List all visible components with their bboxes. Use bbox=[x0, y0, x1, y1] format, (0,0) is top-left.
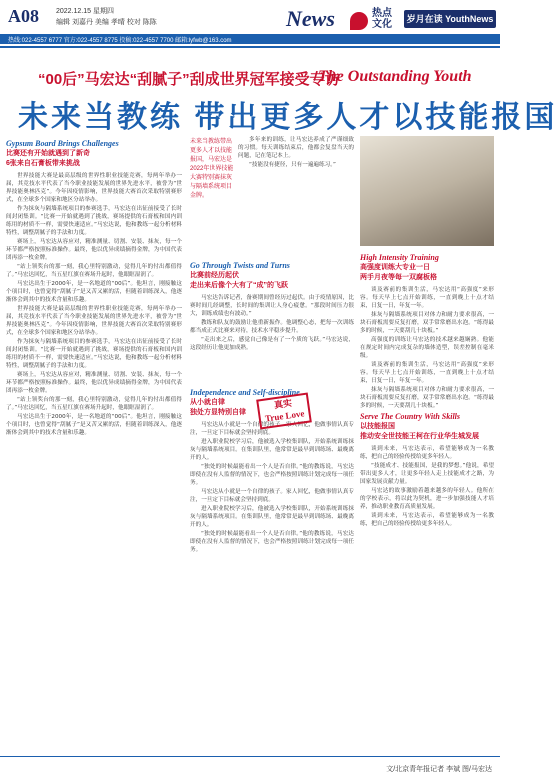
paragraph: 进入职业院校学习后，他被选入学校集训队，开始系统训练抹灰与隔墙系统项目。在集训队里，他常常是最早到训练场、最晚离开的人。 bbox=[190, 439, 354, 461]
paragraph: “独处的时候最能看出一个人是否自律。”他的教练说，马宏达即使在没有人监督的情况下，也会严格按照训练计划完成每一项任务。 bbox=[190, 464, 354, 486]
section-subheading-1: 从小就自律 bbox=[190, 399, 225, 406]
article-column-middle bbox=[190, 260, 354, 750]
page-footer bbox=[0, 756, 500, 780]
paragraph: 谈到未来，马宏达表示，希望能够成为一名教练，把自己的经验传授给更多年轻人。 bbox=[360, 446, 494, 460]
section-heading-en: Independence and Self-discipline bbox=[190, 388, 300, 397]
footer-credit: 文/北京青年报记者 李斌 图/马宏达 bbox=[386, 766, 492, 773]
date-line: 2022.12.15 星期四 bbox=[56, 8, 114, 15]
photo-portrait bbox=[360, 136, 494, 246]
paragraph: “技能成才、技能报国，是我的梦想。”他说，希望带出更多人才，让更多年轻人走上技能成才之路，为国家发展贡献力量。 bbox=[360, 463, 494, 485]
brand-news: News bbox=[286, 6, 335, 31]
header-meta bbox=[56, 6, 157, 28]
section-subheading-2: 走出来后像个大有了“成”的飞跃 bbox=[190, 282, 288, 289]
true-love-stamp: 真实 True Love bbox=[256, 393, 312, 430]
paragraph: 马宏达从小就是一个自律的孩子。家人回忆，他做事情认真专注，一旦定下目标就会坚持到底。 bbox=[190, 489, 354, 503]
section-heading-cn bbox=[360, 263, 494, 283]
brand-logo: 岁月在读 YouthNews bbox=[404, 10, 496, 28]
section-heading-en: Serve The Country With Skills bbox=[360, 412, 461, 421]
section-heading-cn bbox=[190, 271, 354, 291]
header-divider bbox=[0, 46, 500, 48]
paragraph: 抹灰与隔墙系统项目对体力和耐力要求很高，一块石膏板需要反复打磨，双手常常磨出水泡。“练得最多的时候，一天要刮几十块板。” bbox=[360, 387, 494, 409]
section-subheading-2: 推动安全世技能王柯在行业华生城发展 bbox=[360, 433, 479, 440]
section-subheading-1: 比赛前经历起伏 bbox=[190, 272, 239, 279]
paragraph: “站上领奖台的那一刻，我心里特别激动，觉得几年的付出都值得了。”马宏达回忆，当五星红旗在赛场升起时，他眼眶湿润了。 bbox=[6, 264, 182, 278]
article-column-right bbox=[360, 252, 494, 752]
brand-block bbox=[286, 6, 496, 36]
paragraph: 赛场上，马宏达从容应对，精准测量、切割、安装、抹灰，每一个环节都严格按照标准操作。最终，他以优异成绩摘得金牌，为中国代表团再添一枚金牌。 bbox=[6, 372, 182, 394]
paragraph: 赛场上，马宏达从容应对，精准测量、切割、安装、抹灰，每一个环节都严格按照标准操作。最终，他以优异成绩摘得金牌，为中国代表团再添一枚金牌。 bbox=[6, 239, 182, 261]
sidebar-quote-text: 未来当教练带出更多人才以技能报国，马宏达是2022年世界技能大赛特别赛抹灰与隔墙系统项目金牌。 bbox=[190, 139, 234, 199]
page-number: A08 bbox=[8, 6, 39, 26]
flame-icon bbox=[350, 12, 368, 30]
paragraph: 世界技能大赛是最高层级的世界性职业技能竞赛，每两年举办一届，其竞技水平代表了当今职业技能发展的世界先进水平，被誉为“世界技能奥林匹克”。今年因疫情影响，世界技能大赛首次采取特别赛形式，在全球多个国家和地区分站举办。 bbox=[6, 306, 182, 336]
paragraph: 马宏达告诉记者，备赛期间曾经历过起伏。由于疫情原因，比赛时间几经调整，长时间的集训让人身心疲惫。“那段时间压力很大，训练成绩也有波动。” bbox=[190, 295, 354, 317]
section-heading-cn bbox=[360, 422, 494, 442]
stamp-spacer bbox=[190, 353, 354, 387]
section-subheading-1: 以技能报国 bbox=[360, 423, 395, 430]
brand-section-label: 热点 文化 bbox=[372, 8, 392, 30]
headline-english: The Outstanding Youth bbox=[318, 68, 472, 85]
paragraph: 谈到未来，马宏达表示，希望能够成为一名教练，把自己的经验传授给更多年轻人。 bbox=[360, 513, 494, 527]
headline-kicker: “00后”马宏达“刮腻子”刮成世界冠军接受专访 bbox=[38, 71, 340, 88]
paragraph: 作为抹灰与隔墙系统项目的参赛选手，马宏达在出征前接受了长时间封闭集训。“比赛一开始就遇到了挑战，赛场提供的石膏板和国内训练用的材质不一样，需要快速适应。”马宏达说，他和教练一起分析材料特性，调整刮腻子的手法和力度。 bbox=[6, 206, 182, 236]
section-heading-en: High Intensity Training bbox=[360, 253, 439, 262]
headline-block bbox=[0, 62, 557, 134]
section-heading-cn bbox=[6, 149, 182, 169]
section-subheading-1: 高强度训练大专业一日 bbox=[360, 264, 430, 271]
paragraph: 谈及赛前的集训生活，马宏达用“高强度”来形容。每天早上七点开始训练，一直到晚上十点才结束，日复一日，年复一年。 bbox=[360, 287, 494, 309]
paragraph: 谈及赛前的集训生活，马宏达用“高强度”来形容。每天早上七点开始训练，一直到晚上十点才结束，日复一日，年复一年。 bbox=[360, 362, 494, 384]
section-subheading-2: 独处方显特别自律 bbox=[190, 409, 246, 416]
sidebar-quote bbox=[190, 138, 234, 256]
section-subheading-2: 两手月夜等每一双腐板格 bbox=[360, 274, 437, 281]
paragraph: 作为抹灰与隔墙系统项目的参赛选手，马宏达在出征前接受了长时间封闭集训。“比赛一开始就遇到了挑战，赛场提供的石膏板和国内训练用的材质不一样，需要快速适应。”马宏达说，他和教练一起分析材料特性，调整刮腻子的手法和力度。 bbox=[6, 339, 182, 369]
paragraph: 马宏达出生于2000年，是一名地道的“00后”。他坦言，刚接触这个项目时，也曾觉得“刮腻子”是又苦又累的活，但随着训练深入，他逐渐体会到其中的技术含量和乐趣。 bbox=[6, 281, 182, 303]
paragraph: “走出来之后，感觉自己像是有了一个质的飞跃。”马宏达说，这段经历让他更加成熟。 bbox=[190, 337, 354, 351]
paragraph: 马宏达的故事激励着越来越多的年轻人。他所在的学校表示，将以此为契机，进一步加强技能人才培养，推动职业教育高质量发展。 bbox=[360, 488, 494, 510]
article-column-mid-top bbox=[238, 136, 354, 246]
headline-main: 未来当教练 带出更多人才以技能报国 bbox=[18, 101, 557, 134]
footer-rule bbox=[0, 756, 500, 757]
paragraph: 世界技能大赛是最高层级的世界性职业技能竞赛，每两年举办一届，其竞技水平代表了当今职业技能发展的世界先进水平，被誉为“世界技能奥林匹克”。今年因疫情影响，世界技能大赛首次采取特别赛形式，在全球多个国家和地区分站举办。 bbox=[6, 173, 182, 203]
paragraph: 马宏达出生于2000年，是一名地道的“00后”。他坦言，刚接触这个项目时，也曾觉得“刮腻子”是又苦又累的活，但随着训练深入，他逐渐体会到其中的技术含量和乐趣。 bbox=[6, 414, 182, 436]
paragraph: 高强度的训练让马宏达的技术越来越娴熟。他能在规定时间内完成复杂的墙体造型，误差控制在毫米级。 bbox=[360, 337, 494, 359]
paragraph: “站上领奖台的那一刻，我心里特别激动，觉得几年的付出都值得了。”马宏达回忆，当五星红旗在赛场升起时，他眼眶湿润了。 bbox=[6, 397, 182, 411]
paragraph: 教练和队友的鼓励让他重新振作。他调整心态，把每一次训练都当成正式比赛来对待，技术水平稳步提升。 bbox=[190, 320, 354, 334]
paragraph: 抹灰与隔墙系统项目对体力和耐力要求很高，一块石膏板需要反复打磨，双手常常磨出水泡。“练得最多的时候，一天要刮几十块板。” bbox=[360, 312, 494, 334]
paragraph: “技能没有捷径，只有一遍遍练习。” bbox=[249, 162, 336, 168]
paragraph: 马宏达从小就是一个自律的孩子。家人回忆，他做事情认真专注，一旦定下目标就会坚持到底。 bbox=[190, 422, 354, 436]
paragraph: 进入职业院校学习后，他被选入学校集训队，开始系统训练抹灰与隔墙系统项目。在集训队里，他常常是最早到训练场、最晚离开的人。 bbox=[190, 506, 354, 528]
page-header bbox=[0, 0, 500, 58]
section-subheading-1: 比赛还有开始就遇到了新奇 bbox=[6, 150, 90, 157]
hotline-bar bbox=[0, 34, 500, 44]
section-heading-en: Go Through Twists and Turns bbox=[190, 261, 290, 270]
section-subheading-2: 6张来自石膏板带来挑战 bbox=[6, 160, 80, 167]
editor-line: 编辑 刘嘉丹 美编 孝晴 校对 陈陈 bbox=[56, 19, 157, 26]
paragraph: 多年来的训练，让马宏达养成了严谨细致的习惯。每天训练结束后，他都会复盘当天的问题，记在笔记本上。 bbox=[238, 137, 354, 159]
section-heading-en: Gypsum Board Brings Challenges bbox=[6, 139, 119, 148]
article-column-left bbox=[6, 138, 182, 750]
hotline-text: 热线:022-4557 6777 官方:022-4557 8775 投稿:022-4557 7700 邮箱:lyfwb@163.com bbox=[8, 38, 232, 44]
paragraph: “独处的时候最能看出一个人是否自律。”他的教练说，马宏达即使在没有人监督的情况下，也会严格按照训练计划完成每一项任务。 bbox=[190, 531, 354, 553]
